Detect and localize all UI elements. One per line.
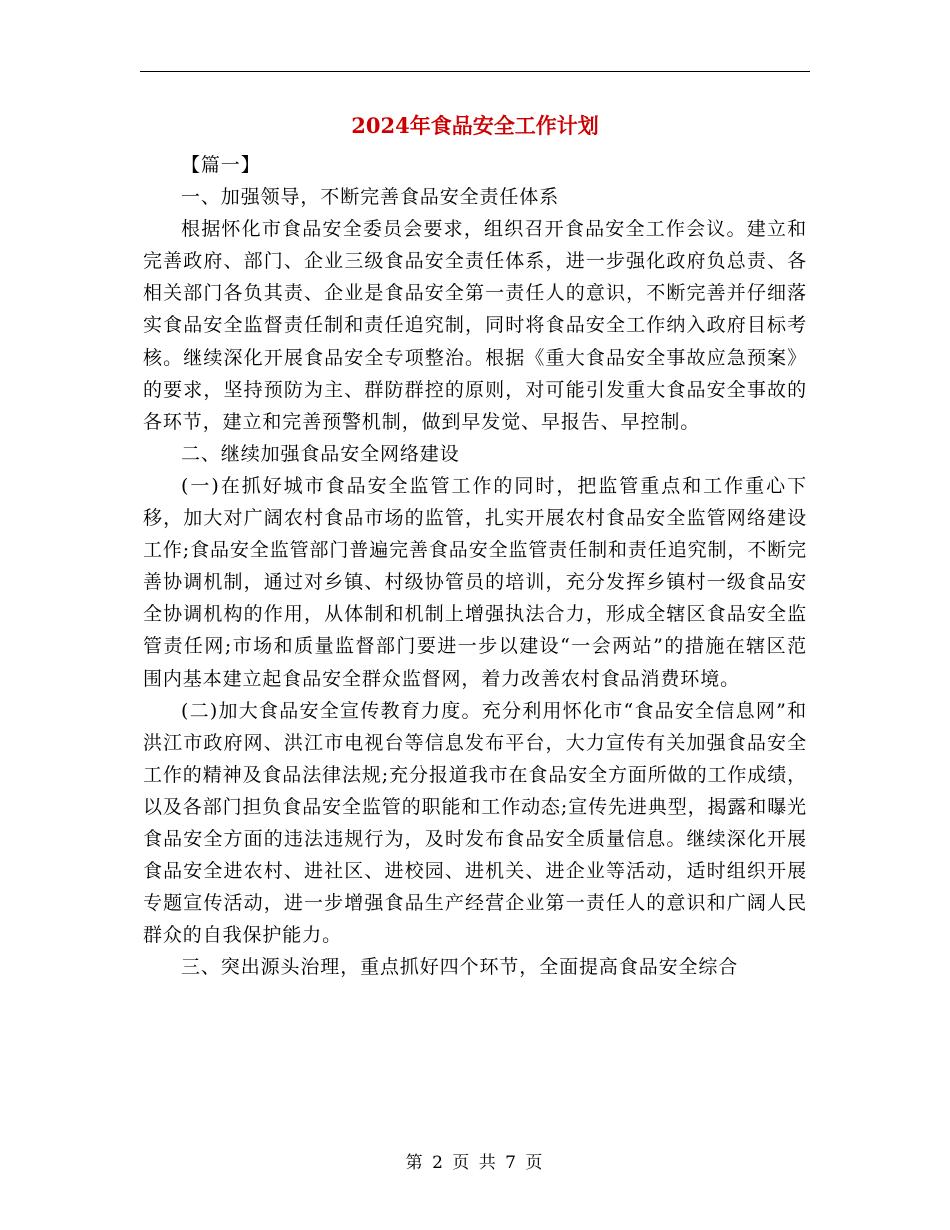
document-body [143, 149, 807, 983]
heading-1: 一、加强领导，不断完善食品安全责任体系 [181, 186, 560, 209]
document-title: 2024年食品安全工作计划 [351, 113, 599, 138]
section-marker: 【篇一】 [181, 154, 261, 176]
body-paragraph: (二)加大食品安全宣传教育力度。充分利用怀化市“食品安全信息网”和洪江市政府网、洪江市电视台等信息发布平台，大力宣传有关加强食品安全工作的精神及食品法律法规;充分报道我市在食品安全方面所做的工作成绩，以及各部门担负食品安全监管的职能和工作动态;宣传先进典型，揭露和曝光食品安全方面的违法违规行为，及时发布食品安全质量信息。继续深化开展食品安全进农村、进社区、进校园、进机关、进企业等活动，适时组织开展专题宣传活动，进一步增强食品生产经营企业第一责任人的意识和广阔人民群众的自我保护能力。 [143, 699, 808, 947]
body-paragraph: 根据怀化市食品安全委员会要求，组织召开食品安全工作会议。建立和完善政府、部门、企业三级食品安全责任体系，进一步强化政府负总责、各相关部门各负其责、企业是食品安全第一责任人的意识，不断完善并仔细落实食品安全监督责任制和责任追究制，同时将食品安全工作纳入政府目标考核。继续深化开展食品安全专项整治。根据《重大食品安全事故应急预案》的要求，坚持预防为主、群防群控的原则，对可能引发重大食品安全事故的各环节，建立和完善预警机制，做到早发觉、早报告、早控制。 [143, 218, 807, 433]
page-number-footer: 第 2 页 共 7 页 [405, 1153, 545, 1173]
heading-3: 三、突出源头治理，重点抓好四个环节，全面提高食品安全综合 [181, 956, 739, 979]
body-paragraph: (一)在抓好城市食品安全监管工作的同时，把监管重点和工作重心下移，加大对广阔农村食品市场的监管，扎实开展农村食品安全监管网络建设工作;食品安全监管部门普遍完善食品安全监管责任制和责任追究制，不断完善协调机制，通过对乡镇、村级协管员的培训，充分发挥乡镇村一级食品安全协调机构的作用，从体制和机制上增强执法合力，形成全辖区食品安全监管责任网;市场和质量监督部门要进一步以建设“一会两站”的措施在辖区范围内基本建立起食品安全群众监督网，着力改善农村食品消费环境。 [143, 474, 808, 690]
heading-2: 二、继续加强食品安全网络建设 [181, 442, 460, 465]
header-rule [140, 71, 810, 72]
